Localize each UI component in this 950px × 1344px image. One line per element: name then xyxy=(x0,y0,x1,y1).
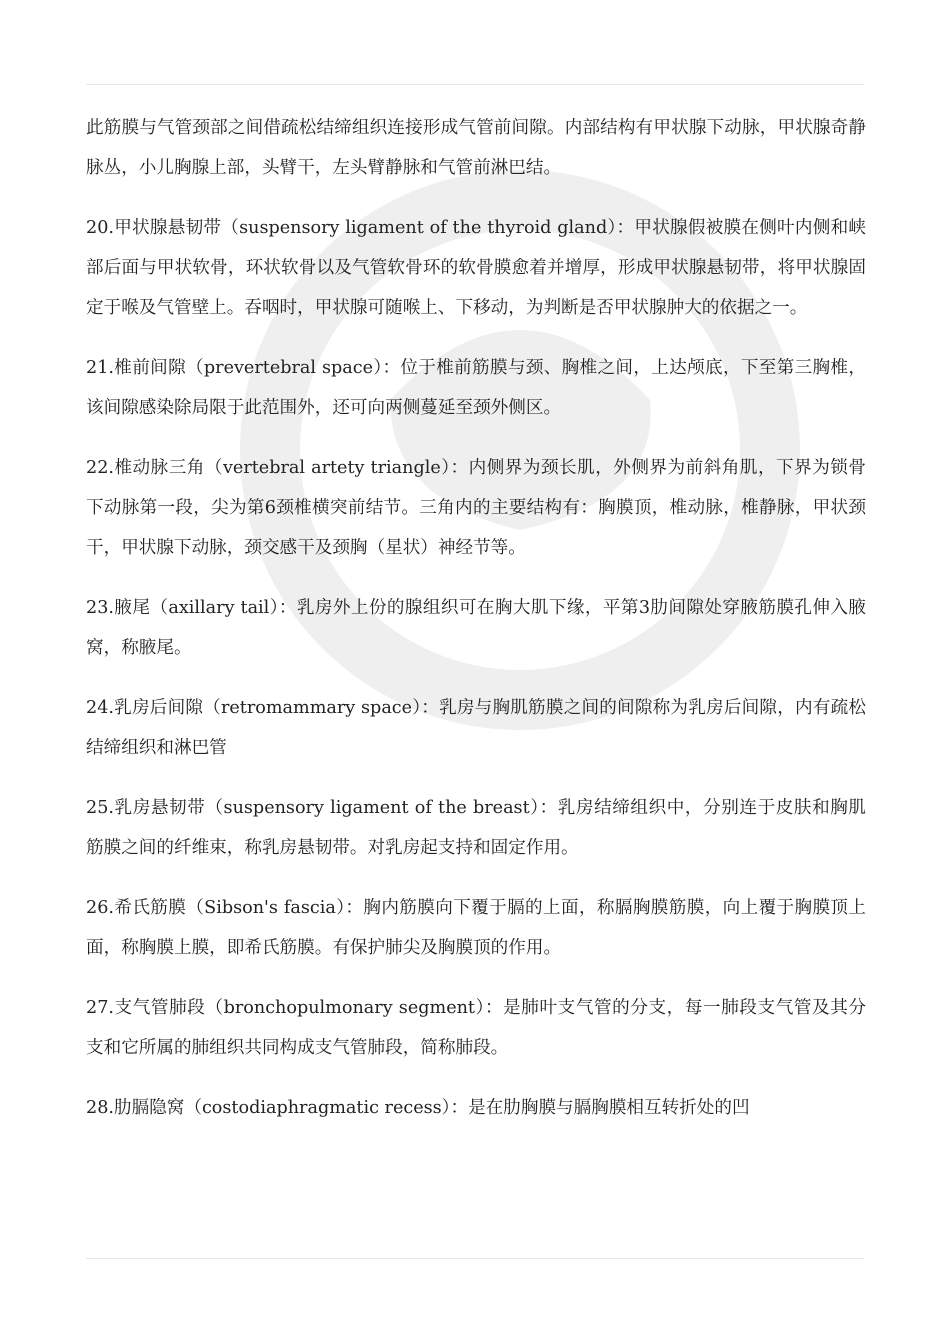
paragraph-term-25: 25.乳房悬韧带（suspensory ligament of the breast）：乳房结缔组织中，分别连于皮肤和胸肌筋膜之间的纤维束，称乳房悬韧带。对乳房起支持和固定作用。 xyxy=(86,798,866,858)
paragraph-term-20: 20.甲状腺悬韧带（suspensory ligament of the thyroid gland）：甲状腺假被膜在侧叶内侧和峡部后面与甲状软骨，环状软骨以及气管软骨环的软骨膜愈着并增厚，形成甲状腺悬韧带，将甲状腺固定于喉及气管壁上。吞咽时，甲状腺可随喉上、下移动，为判断是否甲状腺肿大的依据之一。 xyxy=(86,218,866,318)
paragraph-continuation: 此筋膜与气管颈部之间借疏松结缔组织连接形成气管前间隙。内部结构有甲状腺下动脉，甲状腺奇静脉丛，小儿胸腺上部，头臂干，左头臂静脉和气管前淋巴结。 xyxy=(86,118,866,178)
footer-divider xyxy=(86,1258,864,1259)
paragraph-term-27: 27.支气管肺段（bronchopulmonary segment）：是肺叶支气管的分支，每一肺段支气管及其分支和它所属的肺组织共同构成支气管肺段，简称肺段。 xyxy=(86,998,866,1058)
document-body xyxy=(86,108,866,1148)
paragraph-term-26: 26.希氏筋膜（Sibson's fascia）：胸内筋膜向下覆于膈的上面，称膈胸膜筋膜，向上覆于胸膜顶上面，称胸膜上膜，即希氏筋膜。有保护肺尖及胸膜顶的作用。 xyxy=(86,898,866,958)
paragraph-term-23: 23.腋尾（axillary tail）：乳房外上份的腺组织可在胸大肌下缘，平第3肋间隙处穿腋筋膜孔伸入腋窝，称腋尾。 xyxy=(86,598,866,658)
paragraph-term-28: 28.肋膈隐窝（costodiaphragmatic recess）：是在肋胸膜与膈胸膜相互转折处的凹 xyxy=(86,1098,750,1118)
paragraph-term-24: 24.乳房后间隙（retromammary space）：乳房与胸肌筋膜之间的间隙称为乳房后间隙，内有疏松结缔组织和淋巴管 xyxy=(86,698,866,758)
paragraph-term-21: 21.椎前间隙（prevertebral space）：位于椎前筋膜与颈、胸椎之间，上达颅底，下至第三胸椎，该间隙感染除局限于此范围外，还可向两侧蔓延至颈外侧区。 xyxy=(86,358,866,418)
header-divider xyxy=(86,84,864,85)
paragraph-term-22: 22.椎动脉三角（vertebral artety triangle）：内侧界为颈长肌，外侧界为前斜角肌，下界为锁骨下动脉第一段，尖为第6颈椎横突前结节。三角内的主要结构有：胸膜顶，椎动脉，椎静脉，甲状颈干，甲状腺下动脉，颈交感干及颈胸（星状）神经节等。 xyxy=(86,458,866,558)
